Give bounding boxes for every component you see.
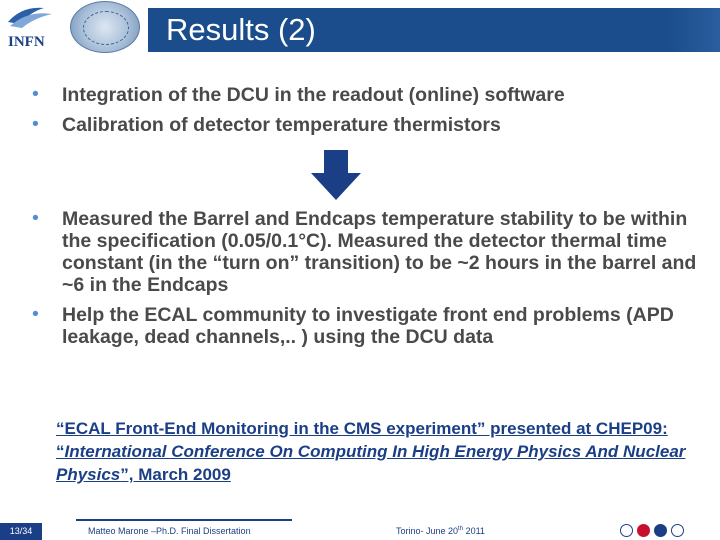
bullet-text: Calibration of detector temperature thermistors (62, 114, 501, 136)
bullet-text: Measured the Barrel and Endcaps temperature stability to be within the specification (0.05/0.1°C). Measured the detector thermal time constant (in the “turn on” transition) to be ~2 hours in the barrel and ~6 in the Endcaps (62, 208, 697, 296)
bullet-icon: • (32, 83, 39, 105)
list-item (32, 304, 702, 348)
footer-author: Matteo Marone –Ph.D. Final Dissertation (88, 526, 251, 536)
down-arrow-icon (311, 150, 361, 200)
bullet-text: Help the ECAL community to investigate front end problems (APD leakage, dead channels,.. ) using the DCU data (62, 304, 674, 348)
reference-part-1: “ECAL Front-End Monitoring in the CMS experiment” presented at CHEP09: “ (56, 419, 668, 461)
reference-part-2: ”, March 2009 (120, 465, 231, 484)
bullet-list-bottom (32, 208, 702, 356)
page-number: 13/34 (0, 523, 42, 540)
bullet-list-top (32, 84, 702, 144)
bullet-icon: • (32, 303, 39, 325)
reference-conference-name: International Conference On Computing In High Energy Physics And Nuclear Physics (56, 442, 686, 484)
list-item (32, 114, 702, 136)
bullet-icon: • (32, 207, 39, 229)
page-title: Results (2) (166, 12, 316, 47)
list-item (32, 208, 702, 296)
header (0, 0, 720, 58)
infn-logo (2, 2, 60, 54)
footer-date-prefix: Torino- June 20 (396, 526, 459, 536)
infn-logo-text: INFN (8, 34, 45, 50)
footer-divider (76, 519, 292, 521)
footer-date-suffix: 2011 (463, 526, 485, 536)
reference-citation[interactable] (56, 417, 696, 486)
dot-icon (637, 524, 650, 537)
footer-date (396, 526, 485, 536)
dot-icon (620, 524, 633, 537)
seal-ring (83, 11, 129, 45)
bullet-text: Integration of the DCU in the readout (online) software (62, 84, 565, 106)
dot-icon (654, 524, 667, 537)
footer-date-sup: th (458, 526, 464, 532)
dot-icon (671, 524, 684, 537)
bullet-icon: • (32, 113, 39, 135)
title-bar (148, 8, 720, 52)
university-seal (70, 1, 140, 53)
list-item (32, 84, 702, 106)
